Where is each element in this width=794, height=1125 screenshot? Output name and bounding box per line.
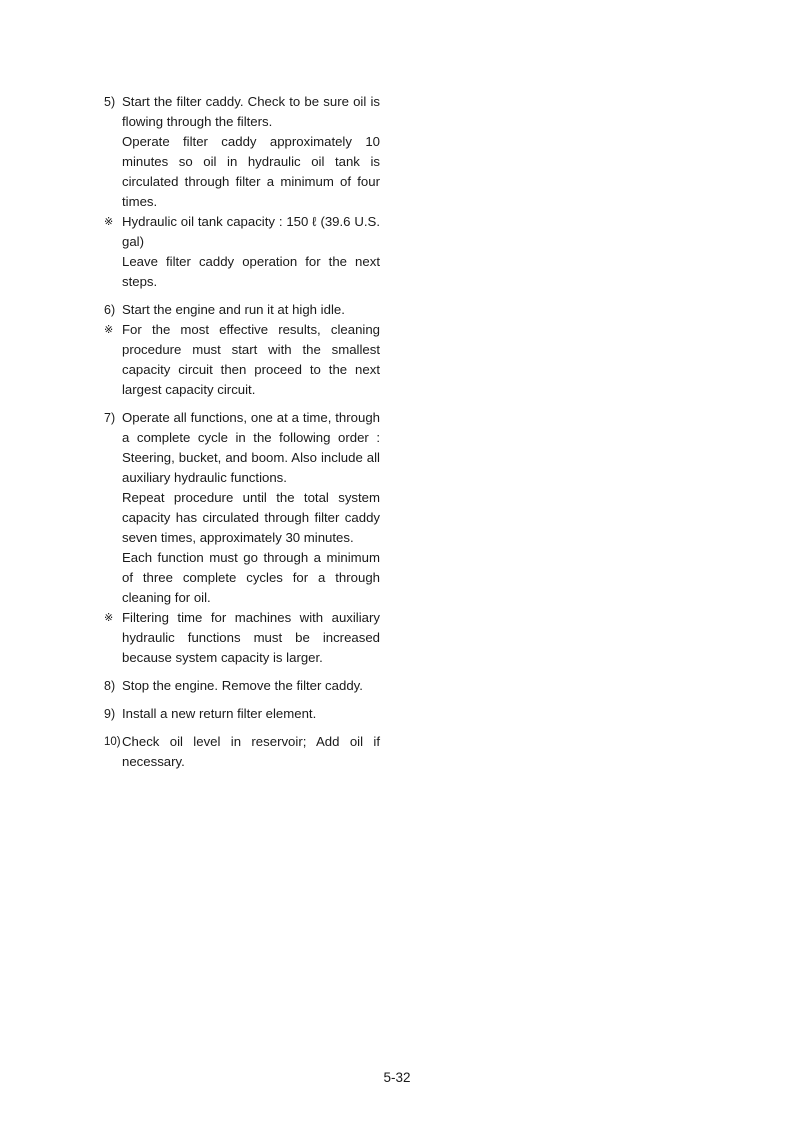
- step-number: 7): [104, 411, 116, 425]
- note-text: Hydraulic oil tank capacity : 150 ℓ (39.6 U.S. gal): [122, 214, 380, 249]
- page-number-label: 5-32: [383, 1070, 411, 1085]
- step-number: 6): [104, 303, 116, 317]
- note-text: Filtering time for machines with auxiliary hydraulic functions must be increased because system capacity is larger.: [122, 610, 380, 665]
- step-5-continuation: Operate filter caddy approximately 10 minutes so oil in hydraulic oil tank is circulated through filter a minimum of four times.: [122, 134, 380, 209]
- step-text: Start the engine and run it at high idle.: [122, 302, 345, 317]
- note-text: For the most effective results, cleaning procedure must start with the smallest capacity circuit then proceed to the next largest capacity circuit.: [122, 322, 380, 397]
- step-text: Operate all functions, one at a time, through a complete cycle in the following order : Steering, bucket, and boom. Also include all auxiliary hydraulic functions.: [122, 410, 380, 485]
- step-text: Check oil level in reservoir; Add oil if necessary.: [122, 734, 380, 769]
- step-5: [104, 92, 380, 132]
- page-number: [0, 1068, 794, 1088]
- step-7-continuation-2: Each function must go through a minimum of three complete cycles for a through cleaning for oil.: [122, 550, 380, 605]
- step-number: 9): [104, 707, 116, 721]
- reference-mark-icon: ※: [104, 324, 114, 336]
- step-7-continuation: Repeat procedure until the total system capacity has circulated through filter caddy seven times, approximately 30 minutes.: [122, 490, 380, 545]
- step-10: [104, 732, 380, 772]
- step-number: 10): [104, 736, 121, 748]
- step-7: [104, 408, 380, 488]
- step-text: Start the filter caddy. Check to be sure oil is flowing through the filters.: [122, 94, 380, 129]
- reference-mark-icon: ※: [104, 612, 114, 624]
- step-number: 8): [104, 679, 116, 693]
- step-text: Stop the engine. Remove the filter caddy.: [122, 678, 363, 693]
- step-8: [104, 676, 380, 696]
- step-number: 5): [104, 95, 116, 109]
- instruction-column: [104, 92, 380, 772]
- step-5-note: [104, 212, 380, 252]
- step-9: [104, 704, 380, 724]
- step-text: Install a new return filter element.: [122, 706, 317, 721]
- step-6-note: [104, 320, 380, 400]
- step-7-note: [104, 608, 380, 668]
- reference-mark-icon: ※: [104, 216, 114, 228]
- step-6: [104, 300, 380, 320]
- step-5-continuation-2: Leave filter caddy operation for the next steps.: [122, 254, 380, 289]
